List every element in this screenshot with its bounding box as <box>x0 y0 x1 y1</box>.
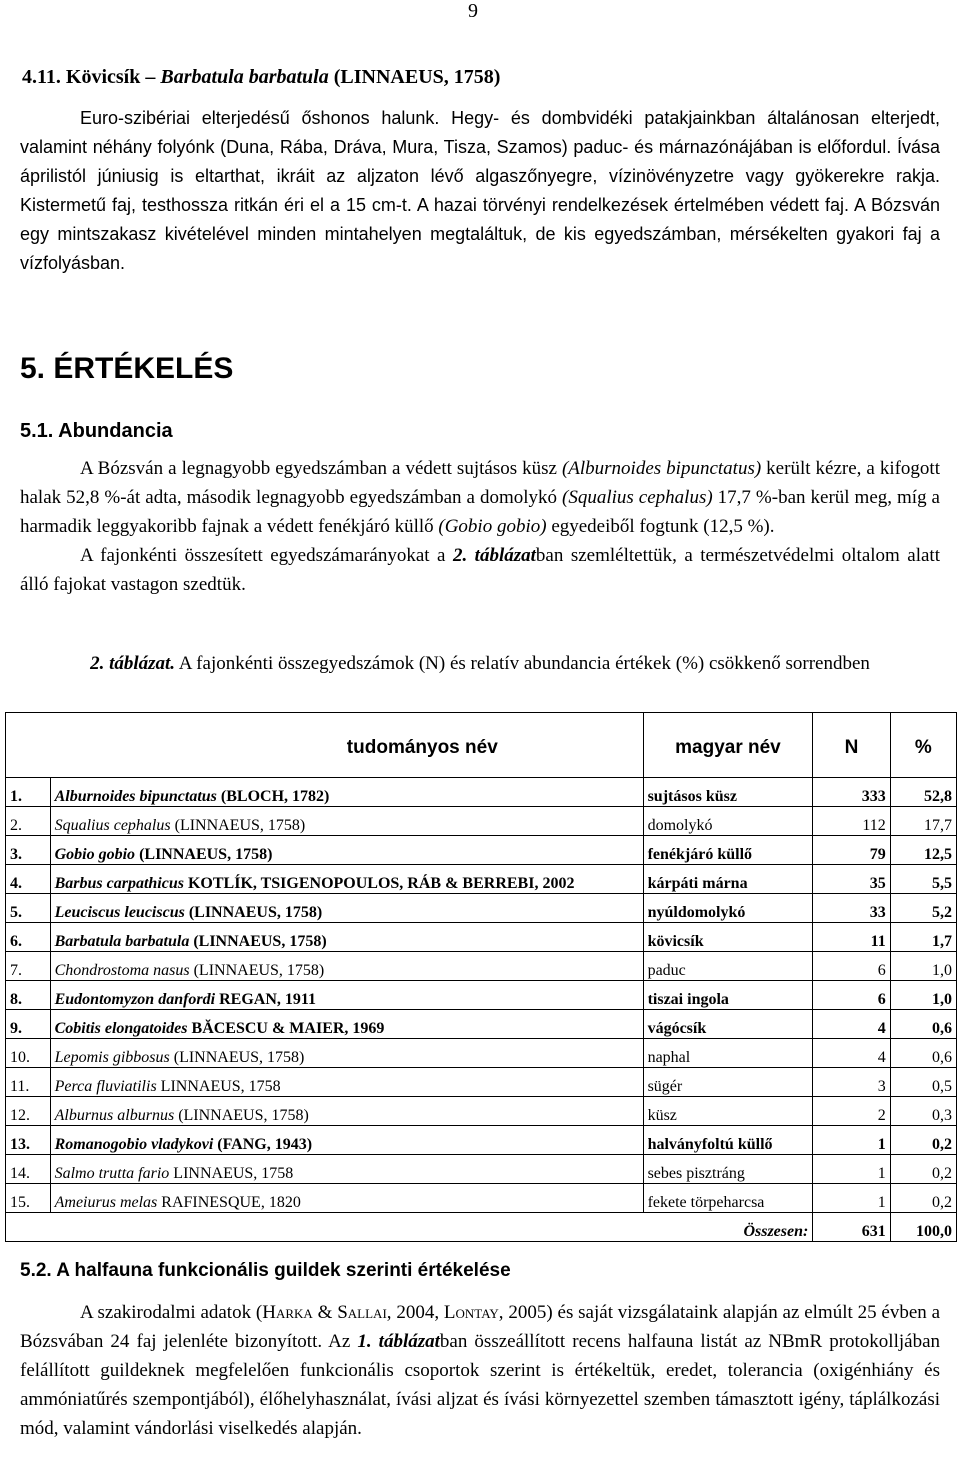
table-reference: 1. táblázat <box>357 1331 440 1352</box>
latin-name: Alburnus alburnus <box>54 1107 175 1124</box>
table-row <box>6 1155 957 1184</box>
hungarian-name-cell: fenékjáró küllő <box>643 836 813 865</box>
percent-cell: 0,3 <box>890 1097 956 1126</box>
hungarian-name-cell: sujtásos küsz <box>643 778 813 807</box>
hungarian-name-cell: vágócsík <box>643 1010 813 1039</box>
table-body <box>6 778 957 1213</box>
author-citation: (LINNAEUS, 1758) <box>169 1049 305 1066</box>
table-row <box>6 952 957 981</box>
text-span: A Bózsván a legnagyobb egyedszámban a védett sujtásos küsz <box>80 458 562 479</box>
row-number: 6. <box>6 923 51 952</box>
hungarian-name-cell: nyúldomolykó <box>643 894 813 923</box>
author-citation: (BLOCH, 1782) <box>216 788 330 805</box>
percent-cell: 5,5 <box>890 865 956 894</box>
text-span: A szakirodalmi adatok ( <box>80 1302 263 1323</box>
latin-name: (Gobio gobio) <box>438 516 547 537</box>
latin-name: Salmo trutta fario <box>54 1165 170 1182</box>
scientific-name-cell <box>50 952 643 981</box>
table-header-row <box>6 713 957 778</box>
row-number: 11. <box>6 1068 51 1097</box>
percent-cell: 0,2 <box>890 1155 956 1184</box>
row-number: 10. <box>6 1039 51 1068</box>
count-cell: 79 <box>813 836 890 865</box>
table-caption <box>20 650 940 678</box>
table-caption-text: A fajonkénti összegyedszámok (N) és relatív abundancia értékek (%) csökkenő sorrendben <box>175 653 870 674</box>
latin-name: Chondrostoma nasus <box>54 962 190 979</box>
scientific-name-cell <box>50 865 643 894</box>
count-cell: 112 <box>813 807 890 836</box>
latin-name: Eudontomyzon danfordi <box>54 991 216 1008</box>
header-hungarian-name: magyar név <box>643 713 813 778</box>
count-cell: 2 <box>813 1097 890 1126</box>
percent-cell: 1,0 <box>890 981 956 1010</box>
row-number: 3. <box>6 836 51 865</box>
latin-name: Ameiurus melas <box>54 1194 158 1211</box>
total-label: Összesen: <box>6 1213 813 1242</box>
hungarian-name-cell: kövicsík <box>643 923 813 952</box>
hungarian-name-cell: sebes pisztráng <box>643 1155 813 1184</box>
scientific-name-cell <box>50 1097 643 1126</box>
row-number: 15. <box>6 1184 51 1213</box>
percent-cell: 1,0 <box>890 952 956 981</box>
author-citation: (LINNAEUS, 1758) <box>189 962 325 979</box>
scientific-name-cell <box>50 1184 643 1213</box>
latin-name: Leuciscus leuciscus <box>54 904 185 921</box>
hungarian-name-cell: domolykó <box>643 807 813 836</box>
species-description: Euro-szibériai elterjedésű őshonos halunk. Hegy- és dombvidéki patakjainkban általánosan elterjedt, valamint néhány folyónk (Duna, Rába, Dráva, Mura, Tisza, Szamos) paduc- és márnazónájában is előfordul. Ívása áprilistól júniusig is eltarthat, ikráit az aljzaton lévő algaszőnyegre, vízinövényzetre vagy gyökerekre rakja. Kistermetű faj, testhossza ritkán éri el a 15 cm-t. A hazai törvényi rendelkezések értelmében védett faj. A Bózsván egy mintszakasz kivételével minden mintahelyen megtaláltuk, de kis egyedszámban, mérsékelten gyakori faj a vízfolyásban. <box>20 108 940 273</box>
scientific-name-cell <box>50 1155 643 1184</box>
count-cell: 1 <box>813 1184 890 1213</box>
table-row <box>6 981 957 1010</box>
count-cell: 6 <box>813 981 890 1010</box>
count-cell: 1 <box>813 1155 890 1184</box>
section-title-latin: Barbatula barbatula <box>160 66 329 88</box>
text-span: , 2005) és saját vizsgálataink alapján az elmúlt 25 évben a Bózsvában 24 faj jelenléte bizonyított. Az <box>20 1302 941 1352</box>
table-row <box>6 1126 957 1155</box>
author-citation: (LINNAEUS, 1758) <box>174 1107 309 1124</box>
section-title-author: (LINNAEUS, 1758) <box>328 66 501 88</box>
guild-paragraph <box>20 1298 940 1443</box>
row-number: 13. <box>6 1126 51 1155</box>
table-row <box>6 778 957 807</box>
author-name: Harka & Sallai <box>262 1302 387 1323</box>
hungarian-name-cell: sügér <box>643 1068 813 1097</box>
abundance-second-block <box>20 541 940 599</box>
percent-cell: 0,5 <box>890 1068 956 1097</box>
count-cell: 6 <box>813 952 890 981</box>
hungarian-name-cell: halványfoltú küllő <box>643 1126 813 1155</box>
abundance-first-block <box>20 454 940 541</box>
latin-name: Barbus carpathicus <box>54 875 184 892</box>
section-title <box>22 66 500 89</box>
count-cell: 4 <box>813 1039 890 1068</box>
percent-cell: 0,2 <box>890 1126 956 1155</box>
count-cell: 3 <box>813 1068 890 1097</box>
percent-cell: 1,7 <box>890 923 956 952</box>
text-span: egyedeiből fogtunk (12,5 %). <box>546 516 775 537</box>
hungarian-name-cell: fekete törpeharcsa <box>643 1184 813 1213</box>
latin-name: Lepomis gibbosus <box>54 1049 170 1066</box>
table-row <box>6 836 957 865</box>
total-count: 631 <box>813 1213 890 1242</box>
row-number: 5. <box>6 894 51 923</box>
row-number: 1. <box>6 778 51 807</box>
percent-cell: 17,7 <box>890 807 956 836</box>
table-total-row <box>6 1213 957 1242</box>
table-row <box>6 1068 957 1097</box>
header-scientific-name: tudományos név <box>6 713 644 778</box>
table-row <box>6 1184 957 1213</box>
row-number: 12. <box>6 1097 51 1126</box>
author-citation: (FANG, 1943) <box>213 1136 313 1153</box>
table-row <box>6 1097 957 1126</box>
total-percent: 100,0 <box>890 1213 956 1242</box>
scientific-name-cell <box>50 836 643 865</box>
scientific-name-cell <box>50 981 643 1010</box>
abundance-paragraph <box>20 454 940 599</box>
latin-name: Perca fluviatilis <box>54 1078 157 1095</box>
scientific-name-cell <box>50 1126 643 1155</box>
table-reference: 2. táblázat <box>452 545 536 566</box>
count-cell: 4 <box>813 1010 890 1039</box>
row-number: 7. <box>6 952 51 981</box>
table-row <box>6 865 957 894</box>
author-citation: BĂCESCU & MAIER, 1969 <box>187 1020 385 1037</box>
author-citation: REGAN, 1911 <box>215 991 316 1008</box>
section-title-number: 4.11. Kövicsík – <box>22 66 161 88</box>
latin-name: Alburnoides bipunctatus <box>54 788 217 805</box>
table-row <box>6 1010 957 1039</box>
count-cell: 333 <box>813 778 890 807</box>
latin-name: (Alburnoides bipunctatus) <box>561 458 762 479</box>
table-row <box>6 807 957 836</box>
latin-name: Cobitis elongatoides <box>54 1020 188 1037</box>
subsection-heading-abundance: 5.1. Abundancia <box>20 420 173 442</box>
count-cell: 11 <box>813 923 890 952</box>
scientific-name-cell <box>50 923 643 952</box>
text-span: került kézre, a kifogott halak 52,8 %-át adta, második legnagyobb egyedszámban a domolykó <box>20 458 940 508</box>
table-row <box>6 923 957 952</box>
page-number: 9 <box>468 0 478 22</box>
percent-cell: 0,6 <box>890 1010 956 1039</box>
text-span: A fajonkénti összesített egyedszámarányokat a <box>80 545 453 566</box>
header-count: N <box>813 713 890 778</box>
latin-name: (Squalius cephalus) <box>562 487 713 508</box>
author-citation: LINNAEUS, 1758 <box>169 1165 294 1182</box>
percent-cell: 52,8 <box>890 778 956 807</box>
percent-cell: 12,5 <box>890 836 956 865</box>
scientific-name-cell <box>50 778 643 807</box>
row-number: 14. <box>6 1155 51 1184</box>
table-row <box>6 1039 957 1068</box>
table-caption-label <box>90 653 175 674</box>
chapter-heading: 5. ÉRTÉKELÉS <box>20 352 234 385</box>
row-number: 2. <box>6 807 51 836</box>
scientific-name-cell <box>50 1039 643 1068</box>
percent-cell: 5,2 <box>890 894 956 923</box>
scientific-name-cell <box>50 894 643 923</box>
text-span: ban szemléltettük, a természetvédelmi oltalom alatt álló fajokat vastagon szedtük. <box>20 545 940 595</box>
hungarian-name-cell: tiszai ingola <box>643 981 813 1010</box>
scientific-name-cell <box>50 807 643 836</box>
row-number: 4. <box>6 865 51 894</box>
text-span: 17,7 %-ban kerül meg, míg a harmadik leggyakoribb fajnak a védett fenékjáró küllő <box>20 487 940 537</box>
count-cell: 1 <box>813 1126 890 1155</box>
row-number: 9. <box>6 1010 51 1039</box>
hungarian-name-cell: kárpáti márna <box>643 865 813 894</box>
author-citation: (LINNAEUS, 1758) <box>189 933 327 950</box>
author-name: Lontay <box>443 1302 499 1323</box>
hungarian-name-cell: naphal <box>643 1039 813 1068</box>
text-span: , 2004, <box>386 1302 444 1323</box>
latin-name: Barbatula barbatula <box>54 933 190 950</box>
count-cell: 35 <box>813 865 890 894</box>
row-number: 8. <box>6 981 51 1010</box>
author-citation: (LINNAEUS, 1758) <box>184 904 323 921</box>
text-span: ban összeállított recens halfauna listát az NBmR protokolljában felállított guildeknek megfelelően funkcionális csoportok szerint is értékeltük, eredet, tolerancia (oxigénhiány és ammóniatűrés szempontjából), élőhelyhasználat, ívási aljzat és ívási környezettel szemben támasztott igény, táplálkozási mód, valamint vándorlási viselkedés alapján. <box>20 1331 940 1439</box>
header-percent: % <box>890 713 956 778</box>
scientific-name-cell <box>50 1010 643 1039</box>
percent-cell: 0,2 <box>890 1184 956 1213</box>
author-citation: (LINNAEUS, 1758) <box>135 846 273 863</box>
author-citation: LINNAEUS, 1758 <box>156 1078 281 1095</box>
count-cell: 33 <box>813 894 890 923</box>
hungarian-name-cell: küsz <box>643 1097 813 1126</box>
hungarian-name-cell: paduc <box>643 952 813 981</box>
latin-name: Squalius cephalus <box>54 817 171 834</box>
percent-cell: 0,6 <box>890 1039 956 1068</box>
subsection-heading-guilds: 5.2. A halfauna funkcionális guildek szerinti értékelése <box>20 1260 511 1281</box>
caption-label-text: 2. táblázat. <box>90 653 176 674</box>
author-citation: RAFINESQUE, 1820 <box>157 1194 301 1211</box>
scientific-name-cell <box>50 1068 643 1097</box>
latin-name: Romanogobio vladykovi <box>54 1136 214 1153</box>
author-citation: (LINNAEUS, 1758) <box>170 817 306 834</box>
table-row <box>6 894 957 923</box>
author-citation: KOTLÍK, TSIGENOPOULOS, RÁB & BERREBI, 2002 <box>183 875 575 892</box>
species-table <box>5 712 957 1242</box>
latin-name: Gobio gobio <box>54 846 136 863</box>
